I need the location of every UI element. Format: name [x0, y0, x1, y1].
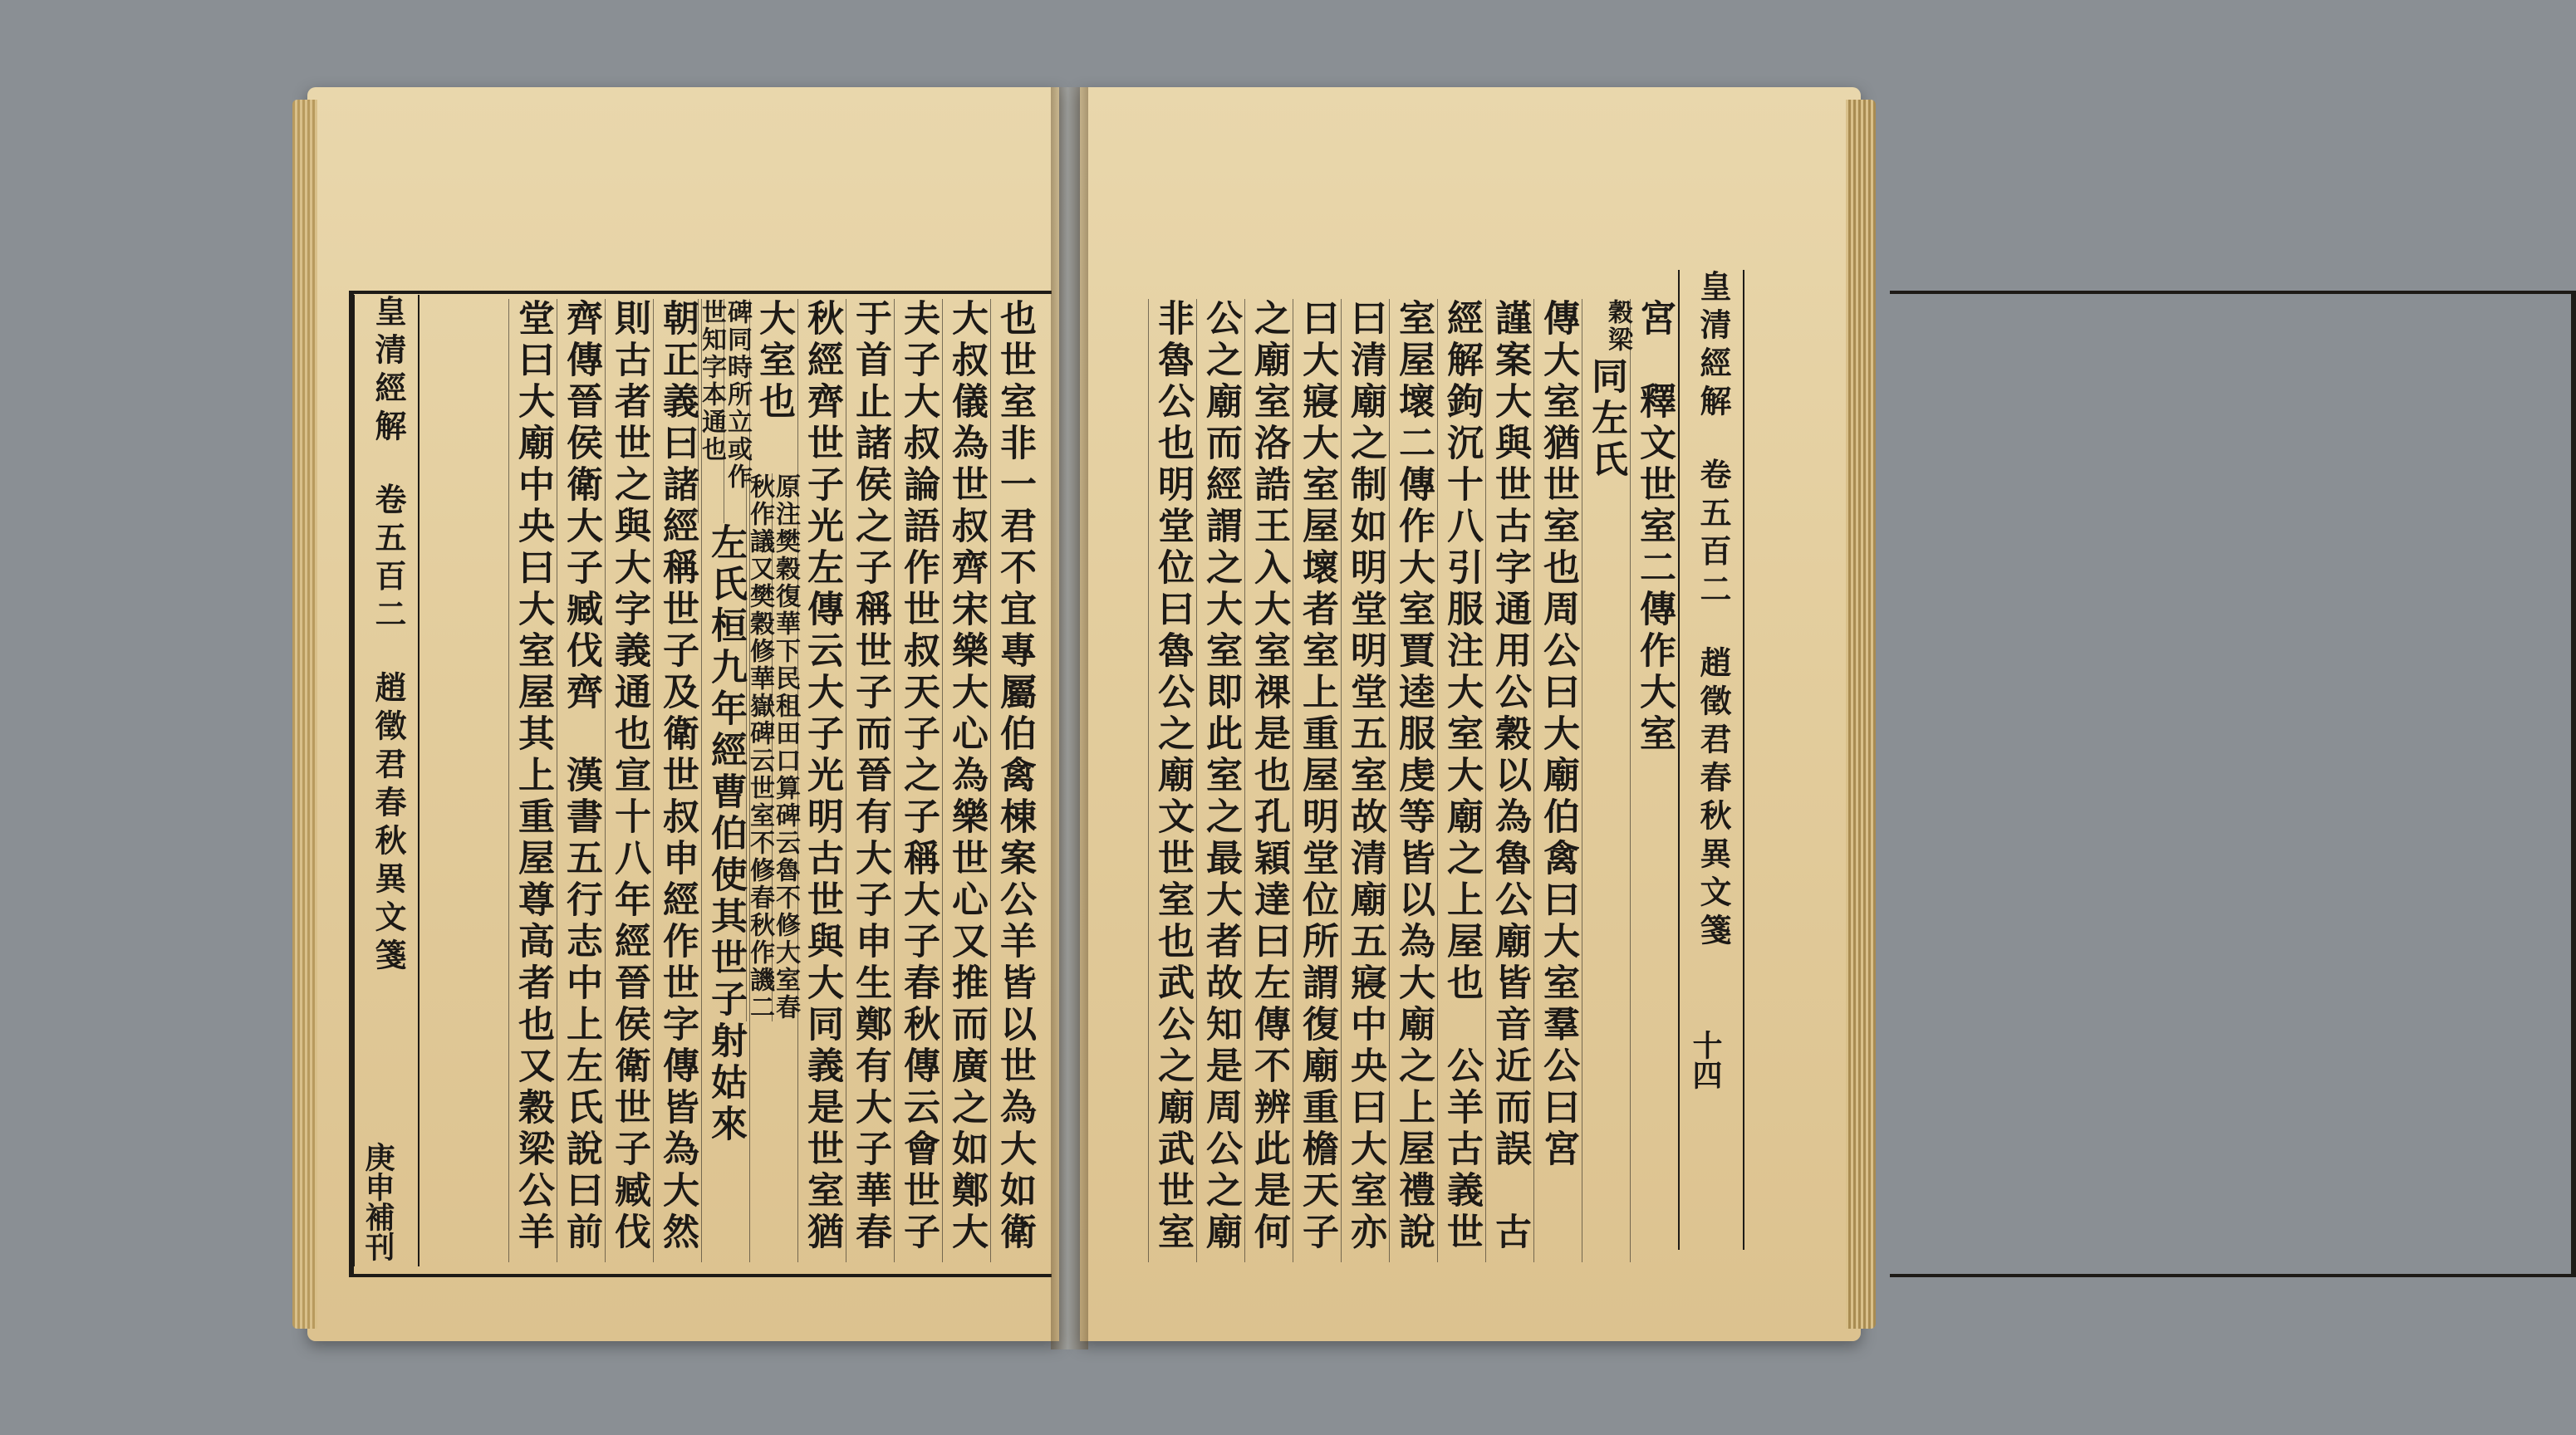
center-volume: 卷五百二: [370, 482, 407, 636]
annotation-block: [745, 473, 800, 1021]
text-column: 室屋壞二傳作大室賈逵服虔等皆以為大廟之上屋禮說: [1389, 299, 1437, 1262]
text-column: 經解鉤沉十八引服注大室大廟之上屋也 公羊古義世: [1437, 299, 1485, 1262]
text-column: 夫子大叔論語作世叔天子之子稱大子春秋傳云會世子: [894, 299, 942, 1262]
center-subtitle: 趙徵君春秋異文箋: [370, 670, 407, 977]
right-center-strip: [1678, 270, 1744, 1250]
annotation-column: 世知字本通也: [698, 299, 724, 523]
text-column: 左氏桓九年經曹伯使其世子射姑來: [704, 523, 747, 1146]
annotation-column: 秋作議又樊穀修華嶽碑云世室不修春秋作譏二: [745, 473, 774, 1021]
text-column: 則古者世之與大字義通也宣十八年經晉侯衛世子臧伐: [605, 299, 653, 1262]
mixed-column: [745, 299, 800, 1262]
mixed-column: [697, 299, 752, 1262]
right-text-frame: [1890, 291, 2576, 1277]
left-colophon: 庚申補刊: [361, 1142, 395, 1261]
text-column: 宮 釋文世室二傳作大室: [1630, 299, 1678, 1262]
open-book: [307, 87, 1861, 1358]
right-text-columns: [1113, 299, 1678, 1262]
left-text-columns: [407, 299, 1038, 1262]
book-gutter: [1051, 87, 1088, 1349]
right-folio: 十四: [1688, 1030, 1723, 1090]
left-page-edge: [292, 100, 317, 1329]
center-subtitle: 趙徵君春秋異文箋: [1695, 645, 1732, 952]
right-page-edge: [1846, 100, 1876, 1329]
text-column: 同左氏: [1585, 357, 1627, 482]
text-column: 于首止諸侯之子稱世子而晉有大子申生鄭有大子華春: [846, 299, 894, 1262]
text-column: 曰大寢大室屋壞者室上重屋明堂位所謂復廟重檐天子: [1293, 299, 1341, 1262]
text-column: 秋經齊世子光左傳云大子光明古世與大同義是世室猶: [797, 299, 846, 1262]
left-page: [307, 87, 1059, 1341]
annotation-block: [697, 299, 752, 523]
annotation-column: 碑同時所立或作: [724, 299, 749, 523]
annotation-column: 原注樊穀復華下民租田口算碑云魯不修大室春: [771, 473, 800, 1021]
text-column: 曰清廟之制如明堂明堂五室故清廟五寢中央曰大室亦: [1341, 299, 1389, 1262]
text-column: 謹案大與世古字通用公穀以為魯公廟皆音近而誤 古: [1485, 299, 1533, 1262]
center-volume: 卷五百二: [1695, 458, 1732, 611]
text-column: 公之廟而經謂之大室即此室之最大者故知是周公之廟: [1196, 299, 1244, 1262]
text-column: 也世室非一君不宜專屬伯禽棟案公羊皆以世為大如衛: [990, 299, 1038, 1262]
text-column: 大室也: [753, 299, 795, 424]
text-column: 大叔儀為世叔齊宋樂大心為樂世心又推而廣之如鄭大: [942, 299, 990, 1262]
mixed-column: [1582, 299, 1630, 1262]
text-column: 朝正義曰諸經稱世子及衛世叔申經作世字傳皆為大然: [653, 299, 701, 1262]
right-page: [1080, 87, 1861, 1341]
text-column: 齊傳晉侯衛大子臧伐齊 漢書五行志中上左氏說曰前: [557, 299, 605, 1262]
center-title: 皇清經解: [370, 295, 407, 448]
center-title: 皇清經解: [1695, 270, 1732, 423]
text-column: 之廟室洛誥王入大室祼是也孔穎達曰左傳不辨此是何: [1244, 299, 1293, 1262]
text-column: 堂曰大廟中央曰大室屋其上重屋尊高者也又穀梁公羊: [508, 299, 557, 1262]
text-column: 非魯公也明堂位曰魯公之廟文世室也武公之廟武世室: [1148, 299, 1196, 1262]
gloss-label: 穀梁: [1603, 299, 1632, 354]
text-column: 傳大室猶世室也周公曰大廟伯禽曰大室羣公曰宮: [1533, 299, 1582, 1262]
